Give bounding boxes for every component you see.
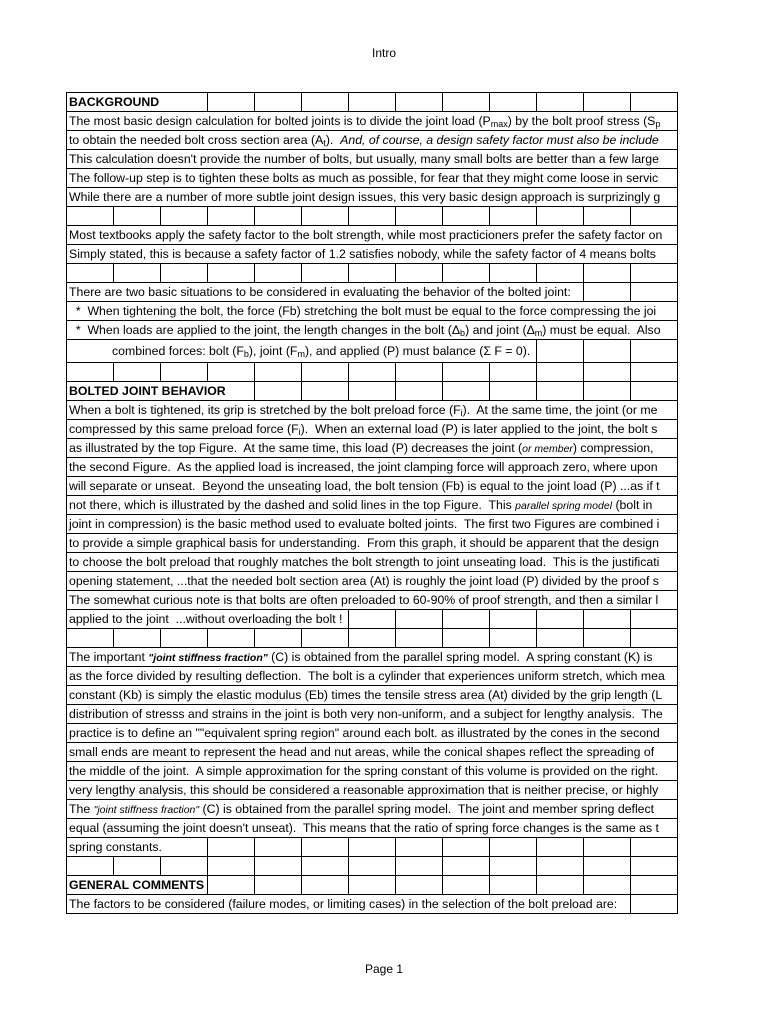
text-run: The most basic design calculation for bolted joints is to divide the joint load (P <box>69 114 491 128</box>
text-row <box>66 283 678 302</box>
text-run: joint in compression) is the basic method used to evaluate bolted joints. The first two Figures are combined i <box>69 517 660 531</box>
text-row <box>66 610 678 629</box>
text-run: ), joint (F <box>248 344 298 358</box>
text-row <box>66 169 678 188</box>
text-run: ) compression, <box>572 441 654 455</box>
cell-text <box>67 800 657 818</box>
text-run: The important <box>69 650 149 664</box>
section-heading <box>67 382 229 400</box>
text-run: will separate or unseat. Beyond the unseating load, the bolt tension (Fb) is equal to the joint load (P) ...as if t <box>69 479 660 493</box>
cell-text <box>67 553 662 571</box>
cell-text <box>67 496 655 514</box>
emphasized-term: parallel spring model <box>515 500 613 512</box>
cell-text <box>67 439 657 457</box>
text-row <box>66 515 678 534</box>
text-run: equal (assuming the joint doesn't unseat). This means that the ratio of spring force changes is the same as t <box>69 821 659 835</box>
text-row <box>66 302 678 321</box>
emphasized-term: "joint stiffness fraction" <box>148 652 268 664</box>
text-row <box>66 572 678 591</box>
text-row <box>66 591 678 610</box>
subscript: p <box>655 119 661 129</box>
text-row <box>66 245 678 264</box>
text-row <box>66 321 678 340</box>
text-run: BACKGROUND <box>69 95 160 109</box>
text-run: as illustrated by the top Figure. At the same time, this load (P) decreases the joint ( <box>69 441 523 455</box>
text-row <box>66 686 678 705</box>
cell-text <box>67 819 662 837</box>
cell-text <box>67 188 663 206</box>
text-row <box>66 819 678 838</box>
text-row <box>66 420 678 439</box>
text-row <box>66 648 678 667</box>
section-heading <box>67 876 207 894</box>
text-run: ) must be equal. Also <box>542 323 661 337</box>
italic-text: And, of course, a design safety factor must also be include <box>340 133 659 147</box>
cell-text <box>67 591 661 609</box>
cell-text <box>67 895 620 913</box>
text-row <box>66 534 678 553</box>
cell-text <box>67 321 664 339</box>
text-row <box>66 838 678 857</box>
text-run: (C) is obtained from the parallel spring model. A spring constant (K) is <box>267 650 653 664</box>
section-heading <box>67 93 162 111</box>
text-run: While there are a number of more subtle joint design issues, this very basic design approach is surprizingly g <box>69 190 661 204</box>
page-header: Intro <box>371 46 396 60</box>
text-run: Most textbooks apply the safety factor to the bolt strength, while most practicioners prefer the safety factor on <box>69 228 663 242</box>
cell-text <box>67 743 657 761</box>
blank-row <box>66 207 678 226</box>
cell-text <box>67 838 165 856</box>
text-row <box>66 131 678 150</box>
cell-text <box>67 401 660 419</box>
text-row <box>66 800 678 819</box>
cell-text <box>67 762 661 780</box>
subscript: max <box>490 119 508 129</box>
text-run: compressed by this same preload force (F <box>69 422 299 436</box>
cell-text <box>67 150 662 168</box>
subscript: i <box>460 408 463 418</box>
text-run: to obtain the needed bolt cross section area (A <box>69 133 324 147</box>
cell-text <box>67 705 666 723</box>
text-run: constant (Kb) is simply the elastic modulus (Eb) times the tensile stress area (At) divided by the grip length (L <box>69 688 663 702</box>
blank-row <box>66 857 678 876</box>
text-run: The follow-up step is to tighten these bolts as much as possible, for fear that they might come loose in servic <box>69 171 659 185</box>
blank-row <box>66 363 678 382</box>
text-row <box>66 667 678 686</box>
section-heading-row <box>66 93 678 112</box>
subscript: t <box>323 138 326 148</box>
cell-text <box>67 724 663 742</box>
text-run: GENERAL COMMENTS <box>69 878 205 892</box>
text-run: This calculation doesn't provide the number of bolts, but usually, many small bolts are better than a few large <box>69 152 659 166</box>
subscript: m <box>534 328 543 338</box>
text-run: ). When an external load (P) is later applied to the joint, the bolt s <box>300 422 658 436</box>
text-row <box>66 496 678 515</box>
text-run: (C) is obtained from the parallel spring model. The joint and member spring deflect <box>199 802 655 816</box>
cell-text <box>67 420 660 438</box>
text-run: practice is to define an ""equivalent spring region" around each bolt. as illustrated by the cones in the second <box>69 726 660 740</box>
cell-text <box>67 458 661 476</box>
text-run: applied to the joint ...without overloading the bolt ! <box>69 612 343 626</box>
text-run: ) by the bolt proof stress (S <box>507 114 656 128</box>
page-number: Page 1 <box>364 962 404 976</box>
text-run: ) and joint (Δ <box>465 323 535 337</box>
text-run: ). <box>325 133 341 147</box>
text-row <box>66 112 678 131</box>
cell-text <box>67 302 659 320</box>
text-row <box>66 150 678 169</box>
text-run: the second Figure. As the applied load is increased, the joint clamping force will approach zero, where upon <box>69 460 658 474</box>
text-run: ), and applied (P) must balance (Σ F = 0). <box>304 344 531 358</box>
cell-text <box>67 515 662 533</box>
cell-text <box>67 686 665 704</box>
spreadsheet-grid <box>66 92 678 914</box>
text-row <box>66 188 678 207</box>
text-run: * When tightening the bolt, the force (Fb) stretching the bolt must be equal to the force compressing the joi <box>69 304 657 318</box>
cell-text <box>67 572 662 590</box>
cell-text <box>67 283 574 301</box>
text-run: very lengthy analysis, this should be considered a reasonable approximation that is neither precise, or highly <box>69 783 659 797</box>
text-run: to provide a simple graphical basis for understanding. From this graph, it should be apparent that the design <box>69 536 659 550</box>
emphasized-term: or member <box>522 443 573 455</box>
text-row <box>66 705 678 724</box>
text-run: the middle of the joint. A simple approximation for the spring constant of this volume is provided on the right. <box>69 764 659 778</box>
subscript: b <box>243 349 249 359</box>
text-row <box>66 458 678 477</box>
text-run: distribution of stresss and strains in the joint is both very non-uniform, and a subject for lengthy analysis. The <box>69 707 663 721</box>
text-run: * When loads are applied to the joint, the length changes in the bolt (Δ <box>69 323 461 337</box>
text-row <box>66 743 678 762</box>
blank-row <box>66 264 678 283</box>
cell-text <box>67 667 668 685</box>
cell-text <box>67 226 665 244</box>
blank-row <box>66 629 678 648</box>
text-run: The <box>69 802 94 816</box>
text-run: to choose the bolt preload that roughly matches the bolt strength to joint unseating load. This is the justificati <box>69 555 660 569</box>
cell-text <box>67 648 656 666</box>
text-run: opening statement, ...that the needed bolt section area (At) is roughly the joint load (P) divided by the proof s <box>69 574 659 588</box>
text-run: The somewhat curious note is that bolts are often preloaded to 60-90% of proof strength, and then a similar l <box>69 593 659 607</box>
cell-text <box>67 610 345 628</box>
cell-text <box>67 477 663 495</box>
subscript: b <box>460 328 466 338</box>
text-run: The factors to be considered (failure modes, or limiting cases) in the selection of the bolt preload are: <box>69 897 618 911</box>
cell-text <box>67 245 659 263</box>
text-run: Simply stated, this is because a safety factor of 1.2 satisfies nobody, while the safety factor of 4 means bolts <box>69 247 656 261</box>
text-run: (bolt in <box>612 498 653 512</box>
text-row <box>66 895 678 914</box>
text-row <box>66 226 678 245</box>
text-row <box>66 477 678 496</box>
text-row <box>66 439 678 458</box>
subscript: m <box>297 349 305 359</box>
text-row <box>66 781 678 800</box>
text-row <box>66 553 678 572</box>
cell-text <box>67 131 662 149</box>
section-heading-row <box>66 382 678 401</box>
text-run: small ends are meant to represent the head and nut areas, while the conical shapes reflect the spreading of <box>69 745 655 759</box>
text-run: as the force divided by resulting deflection. The bolt is a cylinder that experiences uniform stretch, which mea <box>69 669 665 683</box>
subscript: i <box>298 427 301 437</box>
text-run: combined forces: bolt (F <box>112 344 244 358</box>
cell-text <box>67 781 661 799</box>
cell-text <box>67 534 662 552</box>
section-heading-row <box>66 876 678 895</box>
text-run: There are two basic situations to be considered in evaluating the behavior of the bolted joint: <box>69 285 571 299</box>
text-row <box>66 724 678 743</box>
cell-text <box>67 112 663 130</box>
text-run: ). At the same time, the joint (or me <box>462 403 658 417</box>
emphasized-term: "joint stiffness fraction" <box>93 804 200 816</box>
text-run: spring constants. <box>69 840 162 854</box>
text-run: not there, which is illustrated by the dashed and solid lines in the top Figure. This <box>69 498 516 512</box>
text-run: When a bolt is tightened, its grip is stretched by the bolt preload force (F <box>69 403 461 417</box>
text-run: BOLTED JOINT BEHAVIOR <box>69 384 226 398</box>
text-row <box>66 401 678 420</box>
cell-text <box>67 169 661 187</box>
text-row <box>66 340 678 363</box>
cell-text <box>67 340 533 362</box>
text-row <box>66 762 678 781</box>
